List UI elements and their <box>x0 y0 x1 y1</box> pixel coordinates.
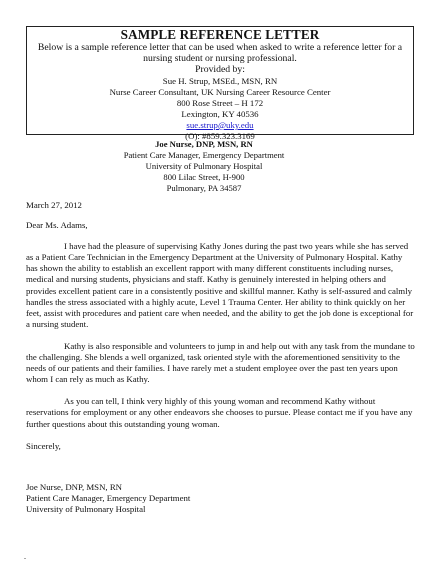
provider-title: Nurse Career Consultant, UK Nursing Career Resource Center <box>109 86 331 97</box>
letter-date: March 27, 2012 <box>26 200 82 210</box>
signature-name: Joe Nurse, DNP, MSN, RN <box>26 481 123 492</box>
closing: Sincerely, <box>26 440 61 451</box>
document-title: SAMPLE REFERENCE LETTER <box>120 27 320 42</box>
paragraph-1: I have had the pleasure of supervising Kathy Jones during the past two years while she has served as a Patient Care Technician in the Emergency Department at the University of Pulmonary Hospital. Kathy has shown the ability to establish an excellent rapport with many different constituents including nurses, medical and nursing students, physicians and staff. Kathy is genuinely interested in helping others and provides excellent patient care in a consistently positive and skillful manner. Kathy is self-assured and calmly handles the stress associated with a highly acute, Level 1 Trauma Center. Her ability to think quickly on her feet, assist with procedures and patient care when needed, and the ability to get the job done is exceptional for a nursing student. <box>26 241 414 329</box>
recipient-title: Patient Care Manager, Emergency Department <box>123 149 285 160</box>
provider-address-line2: Lexington, KY 40536 <box>181 108 259 119</box>
recipient-address-line2: Pulmonary, PA 34587 <box>166 182 242 193</box>
signature-title: Patient Care Manager, Emergency Department <box>26 492 191 503</box>
paragraph-2: Kathy is also responsible and volunteers to jump in and help out with any task from the mundane to the challenging. She blends a well organized, task oriented style with the aforementioned sensitivity to the needs of our patients and their families. I have rarely met a student employee over the past ten years upon whom I can rely as much as Kathy. <box>26 340 415 385</box>
provider-name: Sue H. Strup, MSEd., MSN, RN <box>162 75 278 86</box>
provider-email-link[interactable]: sue.strup@uky.edu <box>186 119 254 130</box>
recipient-org: University of Pulmonary Hospital <box>145 160 263 171</box>
recipient-name: Joe Nurse, DNP, MSN, RN <box>155 139 253 149</box>
trailing-mark: . <box>24 552 26 561</box>
provider-phone: (O): #859.323.3169 <box>185 130 255 141</box>
recipient-address-line1: 800 Lilac Street, H-900 <box>163 171 245 182</box>
header-box <box>26 26 414 141</box>
salutation: Dear Ms. Adams, <box>26 220 88 231</box>
provided-by-label: Provided by: <box>195 64 245 76</box>
paragraph-3: As you can tell, I think very highly of this young woman and recommend Kathy without reservations for employment or any other endeavors she chooses to pursue. Please contact me if you have any further questions about this outstanding young woman. <box>26 396 413 429</box>
letter-body <box>26 200 416 515</box>
signature-org: University of Pulmonary Hospital <box>26 503 146 514</box>
intro-text: Below is a sample reference letter that can be used when asked to write a reference letter for a nursing student or nursing professional. <box>37 42 403 65</box>
provider-address-line1: 800 Rose Street – H 172 <box>176 97 264 108</box>
recipient-block <box>0 139 408 194</box>
